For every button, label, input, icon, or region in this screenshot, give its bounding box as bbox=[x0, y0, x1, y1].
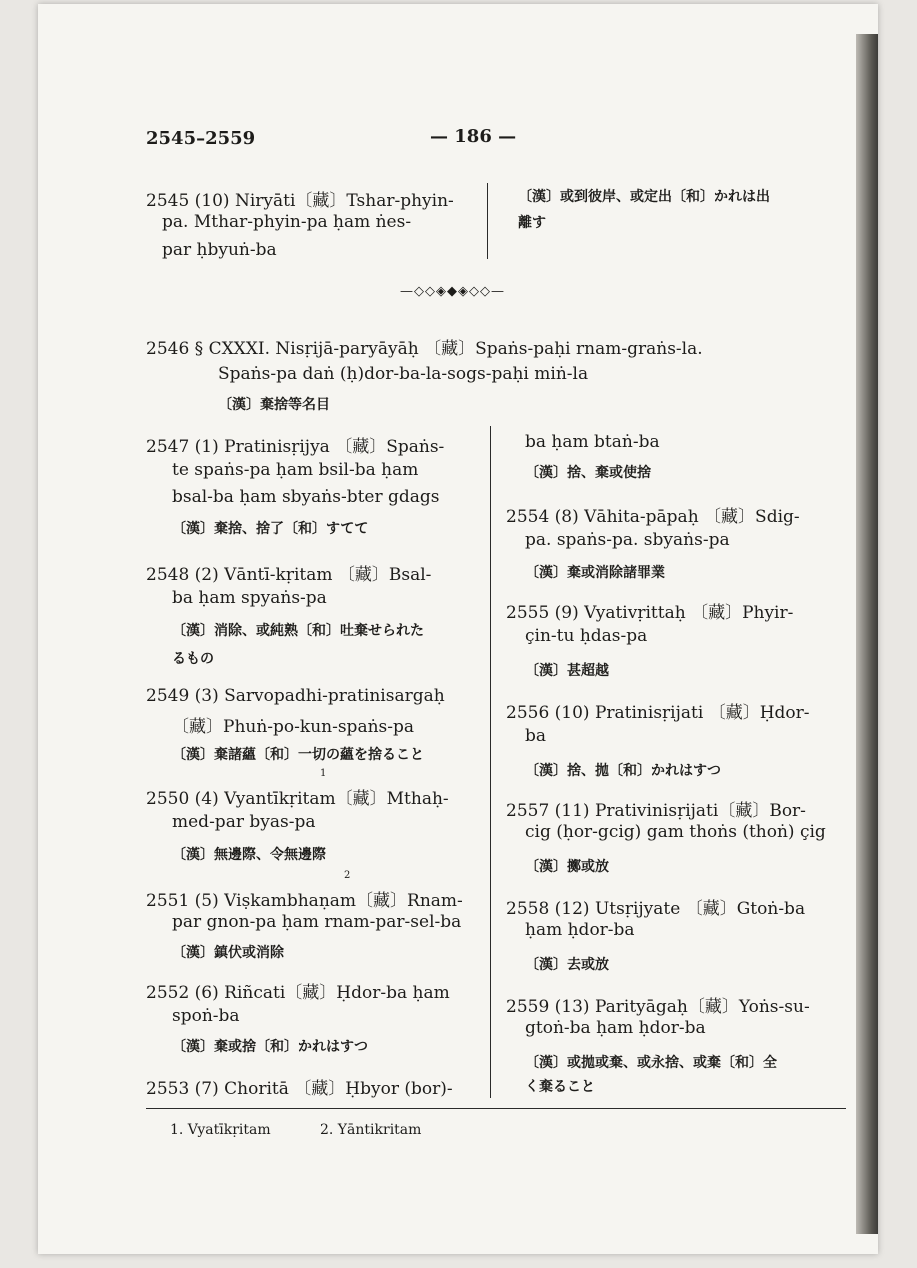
entry-2552-han: 〔漢〕棄或捨〔和〕かれはすつ bbox=[172, 1039, 368, 1055]
entry-2549-han: 〔漢〕棄諸蘊〔和〕一切の蘊を捨ること bbox=[172, 747, 424, 763]
entry-2556-han: 〔漢〕捨、拋〔和〕かれはすつ bbox=[525, 763, 721, 779]
entry-2551-han: 〔漢〕鎮伏或消除 bbox=[172, 945, 284, 961]
page-range: 2545–2559 bbox=[146, 128, 256, 149]
entry-2554-line2: pa. spaṅs-pa. sbyaṅs-pa bbox=[525, 530, 730, 550]
entry-2553-continued: ba ḥam btaṅ-ba bbox=[525, 432, 660, 452]
entry-2555-line2: çin-tu ḥdas-pa bbox=[525, 626, 648, 646]
entry-2547-line2: te spaṅs-pa ḥam bsil-ba ḥam bbox=[172, 460, 419, 480]
entry-2554-line1: 2554 (8) Vāhita-pāpaḥ 〔藏〕Sdig- bbox=[506, 507, 800, 527]
entry-2558-line1: 2558 (12) Utsṛijyate 〔藏〕Gtoṅ-ba bbox=[506, 899, 806, 919]
entry-2548-han2: るもの bbox=[172, 651, 214, 667]
section-heading-line1: 2546 § CXXXI. Nisṛijā-paryāyāḥ 〔藏〕Spaṅs-paḥi rnam-graṅs-la. bbox=[146, 339, 703, 359]
entry-2555-han: 〔漢〕甚超越 bbox=[525, 663, 609, 679]
entry-2549-line2: 〔藏〕Phuṅ-po-kun-spaṅs-pa bbox=[172, 717, 415, 737]
footnote-rule bbox=[146, 1108, 846, 1109]
entry-2559-han1: 〔漢〕或拋或棄、或永捨、或棄〔和〕全 bbox=[525, 1055, 777, 1071]
footnote-2: 2. Yāntikritam bbox=[320, 1122, 422, 1138]
entry-2556-line1: 2556 (10) Pratinisṛijati 〔藏〕Ḥdor- bbox=[506, 703, 810, 723]
entry-2545-divider bbox=[487, 183, 488, 259]
entry-2559-line1: 2559 (13) Parityāgaḥ〔藏〕Yoṅs-su- bbox=[506, 997, 810, 1017]
entry-2552-line1: 2552 (6) Riñcati〔藏〕Ḥdor-ba ḥam bbox=[146, 983, 450, 1003]
entry-2554-han: 〔漢〕棄或消除諸罪業 bbox=[525, 565, 665, 581]
entry-2550-han: 〔漢〕無邊際、令無邊際 bbox=[172, 847, 326, 863]
entry-2558-han: 〔漢〕去或放 bbox=[525, 957, 609, 973]
entry-2551-line2: par gnon-pa ḥam rnam-par-sel-ba bbox=[172, 912, 462, 932]
entry-2558-line2: ḥam ḥdor-ba bbox=[525, 920, 635, 940]
entry-2556-line2: ba bbox=[525, 726, 547, 746]
entry-2545-line1: 2545 (10) Niryāti〔藏〕Tshar-phyin- bbox=[146, 191, 454, 211]
entry-2552-line2: spoṅ-ba bbox=[172, 1006, 240, 1026]
entry-2547-line1: 2547 (1) Pratinisṛijya 〔藏〕Spaṅs- bbox=[146, 437, 445, 457]
section-heading-line2: Spaṅs-pa daṅ (ḥ)dor-ba-la-sogs-paḥi miṅ-la bbox=[218, 364, 589, 384]
entry-2557-line2: cig (ḥor-gcig) gam thoṅs (thoṅ) çig bbox=[525, 822, 826, 842]
entry-2553-line1: 2553 (7) Choritā 〔藏〕Ḥbyor (bor)- bbox=[146, 1079, 453, 1099]
entry-2548-han1: 〔漢〕消除、或純熟〔和〕吐棄せられた bbox=[172, 623, 424, 639]
page-edge-shadow bbox=[856, 34, 878, 1234]
entry-2559-han2: く棄ること bbox=[525, 1079, 595, 1095]
entry-2557-han: 〔漢〕擲或放 bbox=[525, 859, 609, 875]
section-heading-han: 〔漢〕棄捨等名目 bbox=[218, 397, 330, 413]
entry-2549-line1: 2549 (3) Sarvopadhi-pratinisargaḥ bbox=[146, 686, 445, 706]
entry-2547-line3: bsal-ba ḥam sbyaṅs-bter gdags bbox=[172, 487, 440, 507]
footnote-marker-2: 2 bbox=[344, 870, 351, 881]
entry-2545-han: 〔漢〕或到彼岸、或定出〔和〕かれは出 bbox=[518, 189, 770, 205]
footnote-marker-1: 1 bbox=[320, 768, 327, 779]
entry-2545-line3: par ḥbyuṅ-ba bbox=[162, 240, 277, 260]
entry-2557-line1: 2557 (11) Prativinisṛijati〔藏〕Bor- bbox=[506, 801, 806, 821]
entry-2550-line2: med-par byas-pa bbox=[172, 812, 316, 832]
page-number: — 186 — bbox=[430, 126, 517, 147]
entry-2545-han2: 離す bbox=[518, 215, 546, 231]
column-divider bbox=[490, 426, 491, 1098]
entry-2555-line1: 2555 (9) Vyativṛittaḥ 〔藏〕Phyir- bbox=[506, 603, 794, 623]
ornament-divider: —◇◇◈◆◈◇◇— bbox=[400, 284, 505, 299]
entry-2547-han: 〔漢〕棄捨、捨了〔和〕すてて bbox=[172, 521, 369, 537]
footnote-1: 1. Vyatīkṛitam bbox=[170, 1122, 271, 1138]
entry-2548-line2: ba ḥam spyaṅs-pa bbox=[172, 588, 327, 608]
entry-2559-line2: gtoṅ-ba ḥam ḥdor-ba bbox=[525, 1018, 706, 1038]
entry-2553-han: 〔漢〕捨、棄或使捨 bbox=[525, 465, 651, 481]
entry-2550-line1: 2550 (4) Vyantīkṛitam〔藏〕Mthaḥ- bbox=[146, 789, 449, 809]
entry-2551-line1: 2551 (5) Viṣkambhaṇam〔藏〕Rnam- bbox=[146, 891, 463, 911]
entry-2545-line2: pa. Mthar-phyin-pa ḥam ṅes- bbox=[162, 212, 412, 232]
entry-2548-line1: 2548 (2) Vāntī-kṛitam 〔藏〕Bsal- bbox=[146, 565, 432, 585]
